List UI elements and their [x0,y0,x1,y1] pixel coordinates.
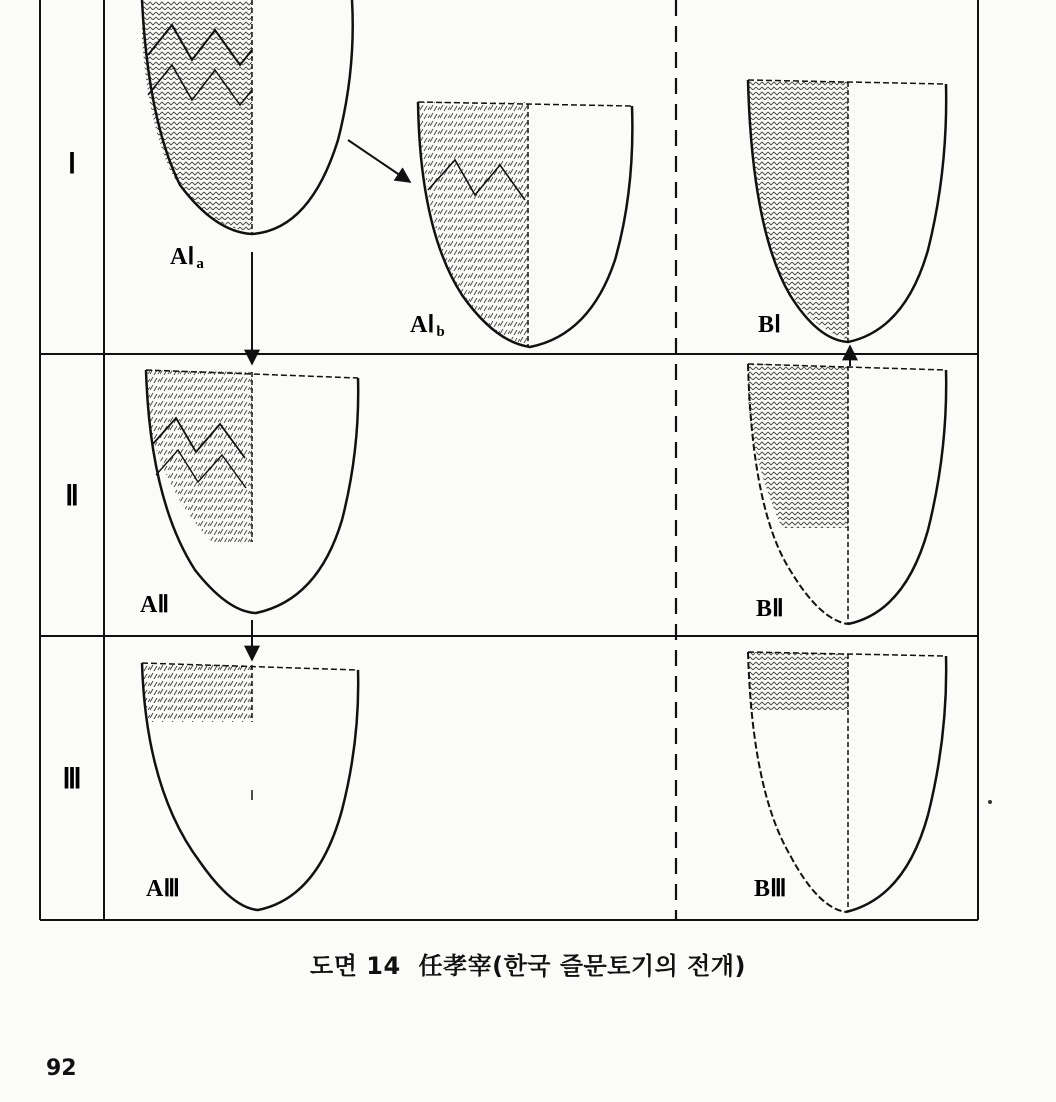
row-label-2: Ⅱ [65,481,79,512]
vessel-label-a-1b: AⅠ b [410,312,445,340]
vessel-a-2-decoration [146,370,252,542]
row-label-1: Ⅰ [67,149,77,180]
vessel-label-b-2: BⅡ [756,596,784,622]
vessel-a-3 [142,663,358,910]
vessel-b-1-decoration [748,80,848,340]
vessel-b-2 [748,364,946,624]
vessel-label-b-3: BⅢ [754,876,787,902]
page-number: 92 [46,1056,77,1081]
vessel-label-a-2: AⅡ [140,592,170,618]
caption-prefix: 도면 14 [310,952,401,980]
vessel-label-a-3: AⅢ [146,876,180,902]
vessel-b-3 [748,652,946,912]
vessel-a-1a [142,0,353,234]
figure-caption [0,946,1056,981]
speck-mark [988,800,992,804]
vessel-label-b-1: BⅠ [758,312,782,338]
vessel-b-1 [748,80,946,342]
arrow-a1a-to-a1b [348,140,410,182]
vessel-b-3-decoration [748,652,848,710]
vessel-label-a-1a: AⅠ a [170,244,204,272]
vessel-a-1b [418,102,632,347]
row-label-3: Ⅲ [62,764,82,795]
vessel-a-2 [146,370,358,613]
vessel-a-3-decoration [142,663,252,722]
vessel-a-1a-decoration [142,0,252,232]
caption-text: 任孝宰(한국 즐문토기의 전개) [418,952,746,980]
